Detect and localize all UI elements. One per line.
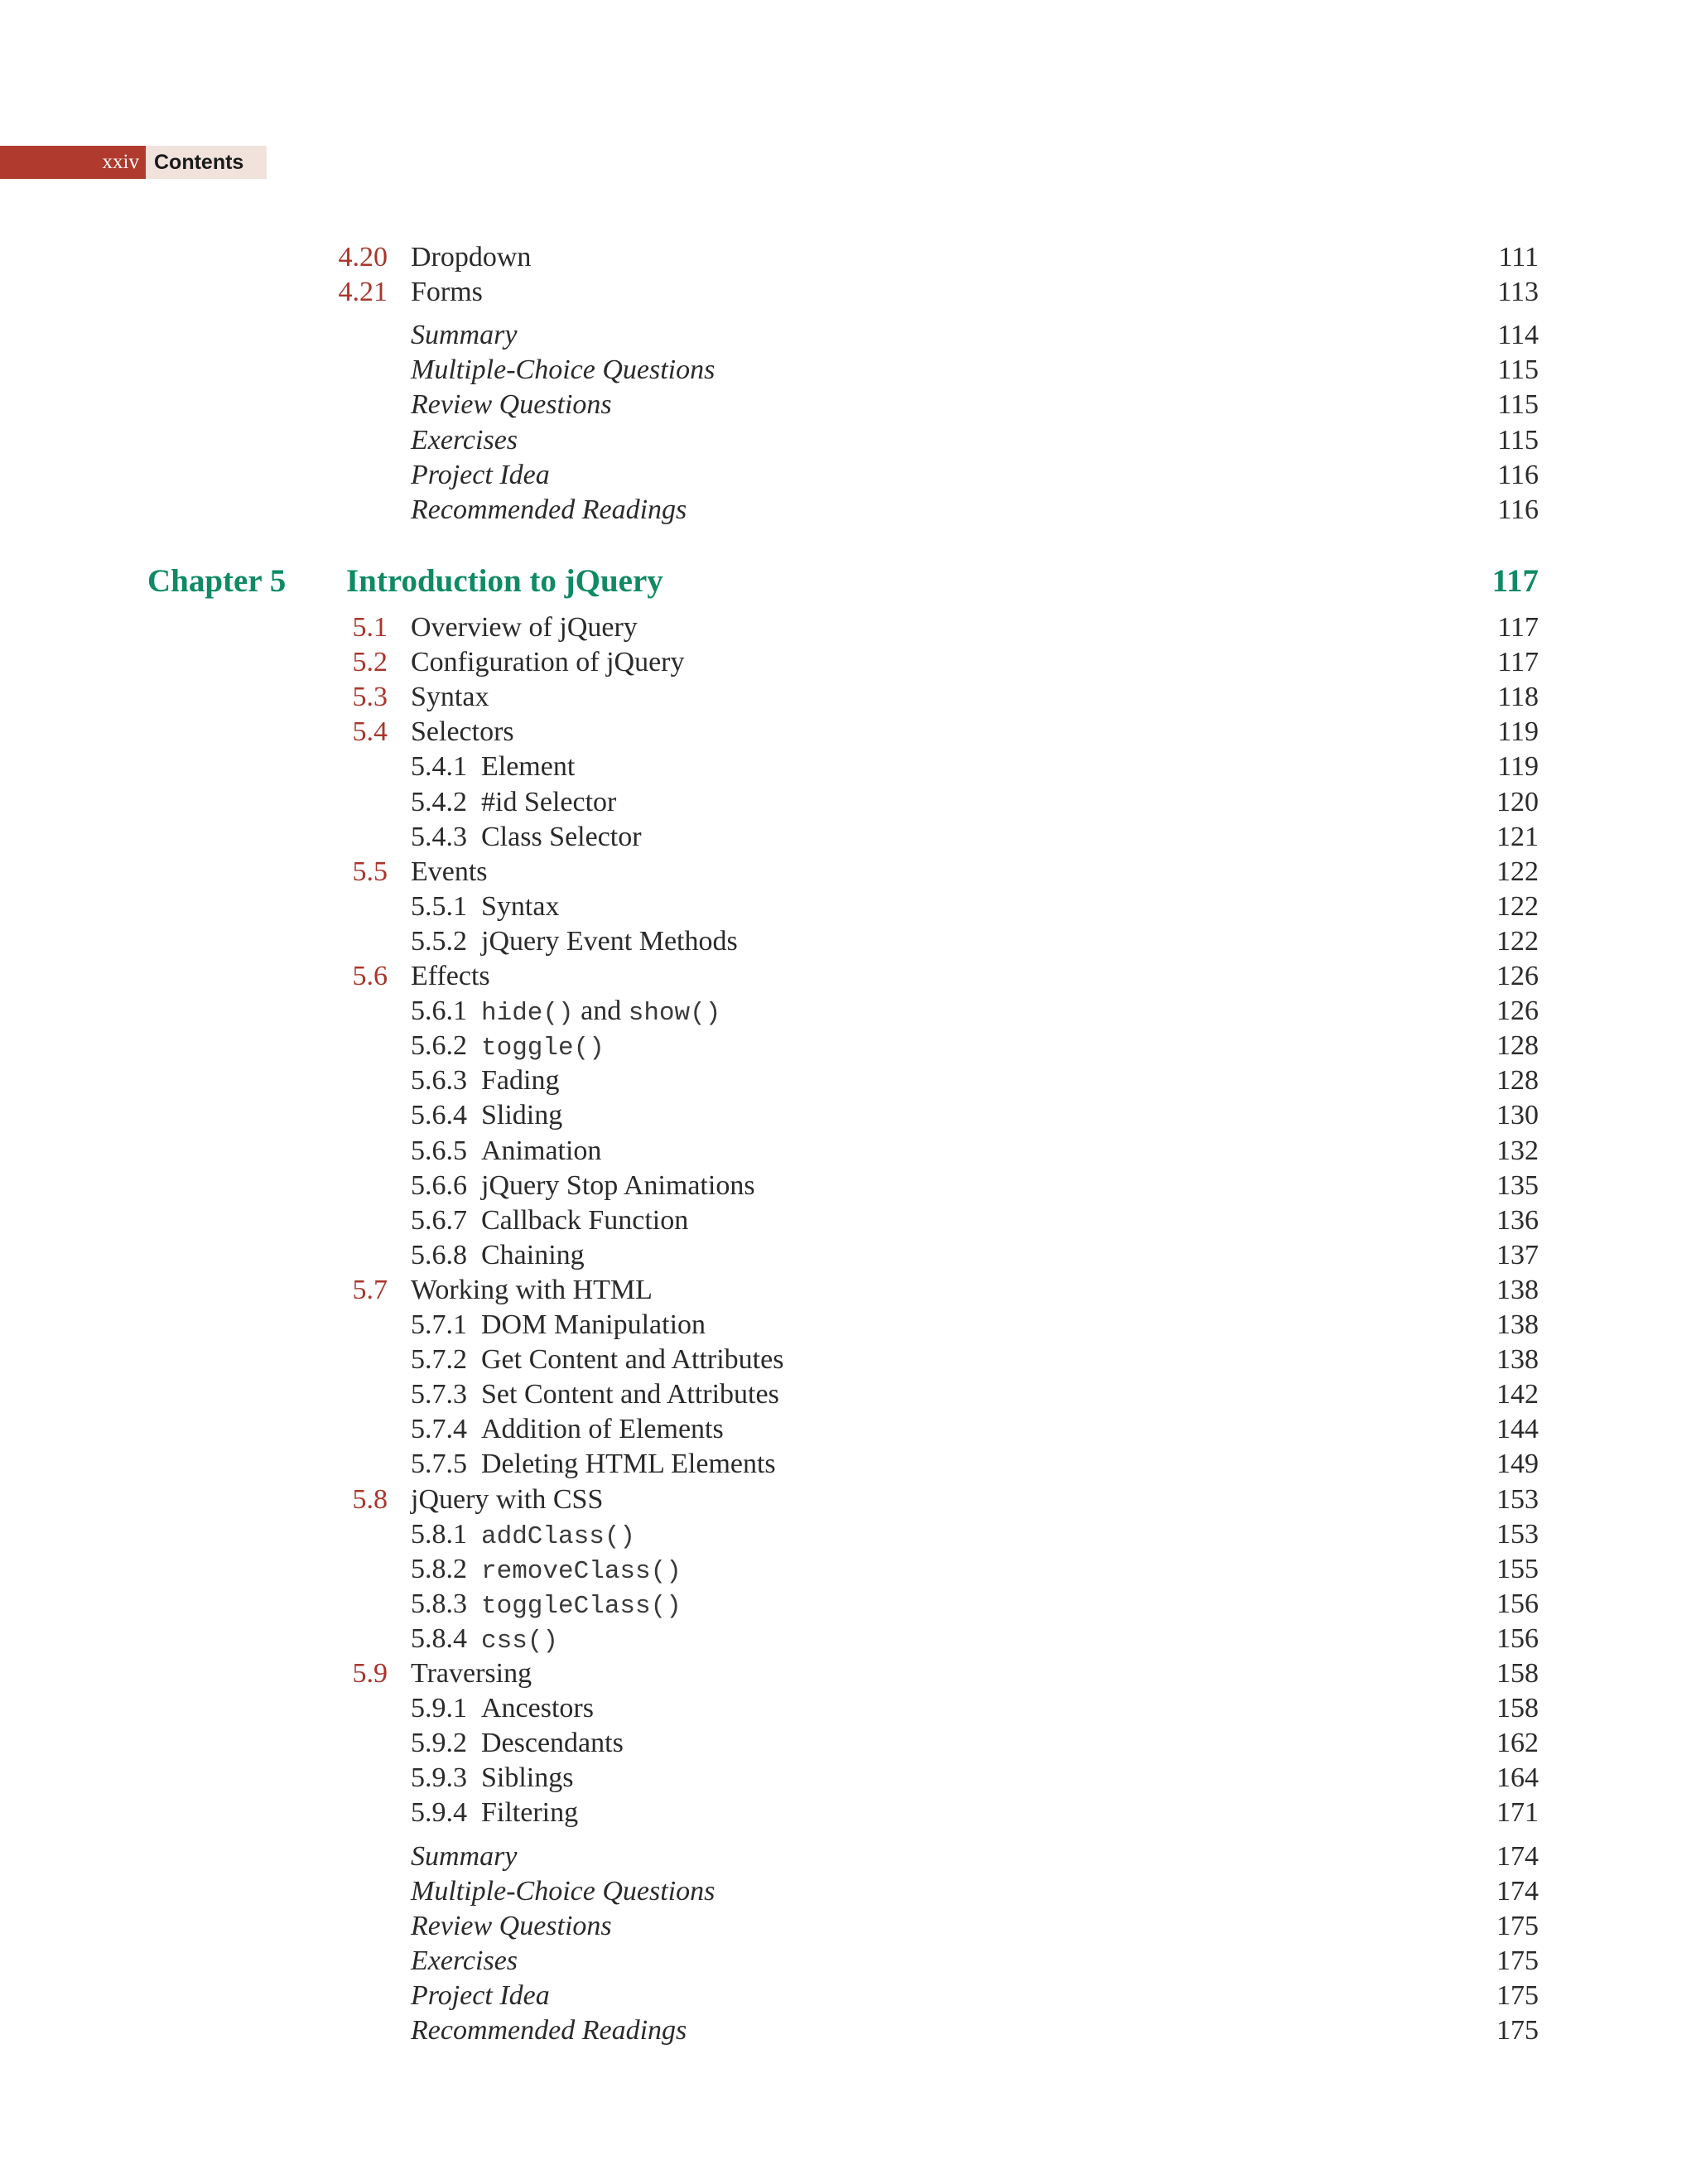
toc-subentry[interactable]: [0, 1726, 1696, 1761]
chapter-heading[interactable]: [0, 562, 1696, 601]
entry-title-text: Siblings: [481, 1762, 574, 1794]
entry-title-text: Sliding: [481, 1100, 563, 1131]
subsection-number: 5.9.3: [411, 1762, 467, 1794]
page-number: 162: [1496, 1728, 1539, 1759]
subsection-number: 5.4.2: [411, 786, 467, 817]
section-number: 4.21: [338, 277, 388, 308]
toc-entry[interactable]: [0, 680, 1696, 715]
toc-subentry[interactable]: [0, 994, 1696, 1029]
toc-subentry[interactable]: [0, 1761, 1696, 1796]
section-number: 4.20: [338, 242, 388, 272]
section-number: 5.6: [352, 961, 388, 991]
toc-subentry[interactable]: [0, 820, 1696, 855]
page-number: 136: [1496, 1204, 1539, 1236]
section-number: 5.8: [352, 1483, 388, 1515]
subsection-number: 5.7.1: [411, 1309, 467, 1340]
page-number: 113: [1497, 277, 1539, 308]
entry-title-text: #id Selector: [481, 786, 617, 817]
entry-title: [411, 610, 638, 645]
toc-endmatter-entry[interactable]: [0, 493, 1696, 528]
entry-title: [411, 1203, 688, 1238]
page-number: 116: [1497, 494, 1539, 525]
subsection-number: 5.8.3: [411, 1588, 467, 1619]
chapter-page: 117: [1491, 563, 1539, 599]
entry-title: [411, 493, 687, 528]
toc-subentry[interactable]: [0, 1412, 1696, 1447]
entry-title-text: Recommended Readings: [411, 2015, 687, 2046]
entry-title-text: Filtering: [481, 1797, 579, 1829]
toc-endmatter-entry[interactable]: [0, 318, 1696, 353]
page-number: 175: [1496, 2015, 1539, 2046]
toc-subentry[interactable]: [0, 1447, 1696, 1482]
toc-subentry[interactable]: [0, 1063, 1696, 1098]
entry-title-text: Summary: [411, 320, 518, 351]
page-number: 116: [1497, 459, 1539, 490]
section-number: 5.7: [352, 1274, 388, 1305]
page-number: 135: [1496, 1169, 1539, 1201]
entry-title: [411, 1909, 612, 1944]
page-number: 174: [1496, 1840, 1539, 1872]
subsection-number: 5.6.7: [411, 1204, 467, 1236]
toc-entry[interactable]: [0, 1483, 1696, 1517]
entry-title: [411, 645, 685, 680]
entry-title: [411, 388, 612, 422]
entry-title-text: Descendants: [481, 1728, 624, 1759]
page-number: 174: [1496, 1875, 1539, 1907]
page-number: 128: [1496, 1030, 1539, 1062]
entry-title-text: Dropdown: [411, 242, 532, 272]
toc-entry[interactable]: [0, 1656, 1696, 1691]
toc-subentry[interactable]: [0, 750, 1696, 784]
section-number: 5.1: [352, 612, 388, 643]
subsection-number: 5.6.4: [411, 1100, 467, 1131]
toc-subentry[interactable]: [0, 1029, 1696, 1063]
page-number: 119: [1497, 751, 1539, 783]
entry-title-text: Fading: [481, 1065, 560, 1097]
toc-endmatter-entry[interactable]: [0, 458, 1696, 493]
entry-title: [411, 1691, 594, 1726]
entry-title: [411, 423, 518, 458]
entry-title-text: Deleting HTML Elements: [481, 1449, 776, 1480]
entry-title-text: Exercises: [411, 424, 518, 456]
entry-title: [411, 1874, 715, 1909]
entry-title-text: Effects: [411, 961, 490, 991]
toc-endmatter-entry[interactable]: [0, 1839, 1696, 1874]
entry-title: [411, 855, 488, 890]
toc-entry[interactable]: [0, 959, 1696, 994]
entry-title-text: Syntax: [411, 682, 489, 713]
toc-entry[interactable]: [0, 645, 1696, 680]
entry-title: [411, 750, 575, 784]
entry-title-text: Working with HTML: [411, 1274, 653, 1305]
toc-entry[interactable]: [0, 610, 1696, 645]
toc-entry[interactable]: [0, 240, 1696, 275]
page-number: 158: [1496, 1658, 1539, 1689]
toc-endmatter-entry[interactable]: [0, 1944, 1696, 1979]
page-number: 126: [1496, 996, 1539, 1027]
page-number: 114: [1497, 320, 1539, 351]
subsection-number: 5.8.4: [411, 1622, 467, 1654]
page-number: 156: [1496, 1622, 1539, 1654]
section-number: 5.4: [352, 716, 388, 748]
entry-title-text: Events: [411, 856, 488, 887]
header-page-number: xxiv: [0, 146, 146, 179]
entry-title: [411, 1552, 682, 1589]
subsection-number: 5.6.3: [411, 1065, 467, 1097]
toc-endmatter-entry[interactable]: [0, 388, 1696, 422]
page-number: 118: [1497, 682, 1539, 713]
toc-endmatter-entry[interactable]: [0, 1874, 1696, 1909]
entry-title: [411, 1656, 532, 1691]
page-number: 153: [1496, 1483, 1539, 1515]
subsection-number: 5.9.4: [411, 1797, 467, 1829]
entry-title: [411, 2013, 687, 2048]
subsection-number: 5.7.5: [411, 1449, 467, 1480]
entry-title-text: Animation: [481, 1135, 602, 1166]
entry-title-text: Review Questions: [411, 1910, 612, 1941]
page-number: 138: [1496, 1344, 1539, 1376]
entry-title-text: Overview of jQuery: [411, 612, 638, 643]
entry-joiner: and: [581, 996, 622, 1027]
subsection-number: 5.4.1: [411, 751, 467, 783]
entry-code: hide(): [481, 999, 574, 1029]
entry-title: [411, 458, 550, 493]
page-number: 130: [1496, 1100, 1539, 1131]
entry-title-text: Get Content and Attributes: [481, 1344, 784, 1376]
subsection-number: 5.9.1: [411, 1693, 467, 1724]
page-number: 138: [1496, 1274, 1539, 1305]
entry-title: [411, 1134, 601, 1169]
entry-title: [411, 715, 514, 750]
entry-title-text: Multiple-Choice Questions: [411, 354, 716, 386]
toc-subentry[interactable]: [0, 1343, 1696, 1377]
toc-subentry[interactable]: [0, 1098, 1696, 1133]
entry-code: show(): [628, 999, 721, 1029]
page-number: 142: [1496, 1379, 1539, 1410]
subsection-number: 5.6.5: [411, 1135, 467, 1166]
section-number: 5.3: [352, 682, 388, 713]
page-number: 122: [1496, 890, 1539, 922]
entry-title-text: Element: [481, 751, 576, 783]
page-number: 155: [1496, 1553, 1539, 1584]
page-number: 158: [1496, 1693, 1539, 1724]
entry-title-text: Configuration of jQuery: [411, 647, 685, 678]
toc-endmatter-entry[interactable]: [0, 353, 1696, 388]
page-number: 164: [1496, 1762, 1539, 1794]
subsection-number: 5.6.6: [411, 1169, 467, 1201]
entry-title: [411, 1273, 653, 1308]
page-number: 117: [1497, 612, 1539, 643]
entry-title: [411, 1063, 559, 1098]
entry-title-text: Exercises: [411, 1945, 518, 1976]
subsection-number: 5.5.1: [411, 890, 467, 922]
entry-code: css(): [481, 1626, 559, 1656]
entry-title-text: Set Content and Attributes: [481, 1379, 779, 1410]
section-number: 5.5: [352, 856, 388, 887]
entry-title: [411, 924, 738, 959]
entry-title: [411, 1839, 517, 1874]
entry-title-text: Callback Function: [481, 1204, 689, 1236]
entry-title-text: Multiple-Choice Questions: [411, 1875, 716, 1907]
entry-title-text: Summary: [411, 1840, 518, 1872]
toc-subentry[interactable]: [0, 1238, 1696, 1273]
entry-title-text: Forms: [411, 277, 483, 308]
entry-code: removeClass(): [481, 1556, 682, 1586]
page-number: 120: [1496, 786, 1539, 817]
subsection-number: 5.4.3: [411, 821, 467, 852]
page-number: 138: [1496, 1309, 1539, 1340]
entry-title: [411, 680, 489, 715]
entry-title: [411, 1622, 558, 1659]
toc-subentry[interactable]: [0, 1796, 1696, 1830]
entry-title-text: DOM Manipulation: [481, 1309, 706, 1340]
entry-title: [411, 318, 517, 353]
page-number: 175: [1496, 1945, 1539, 1976]
toc-subentry[interactable]: [0, 1622, 1696, 1656]
entry-title-text: Syntax: [481, 890, 560, 922]
page-number: 115: [1497, 354, 1539, 386]
entry-title: [411, 1377, 779, 1412]
subsection-number: 5.8.1: [411, 1518, 467, 1550]
toc-entry[interactable]: [0, 715, 1696, 750]
entry-title: [411, 1098, 562, 1133]
entry-title-text: Project Idea: [411, 1979, 550, 2011]
subsection-number: 5.9.2: [411, 1728, 467, 1759]
entry-title-text: Selectors: [411, 716, 514, 748]
subsection-number: 5.6.2: [411, 1030, 467, 1062]
entry-title: [411, 1447, 776, 1482]
page-number: 132: [1496, 1135, 1539, 1166]
toc-subentry[interactable]: [0, 924, 1696, 959]
page-number: 117: [1497, 647, 1539, 678]
entry-title: [411, 1308, 706, 1343]
entry-title: [411, 1944, 518, 1979]
page-number: 137: [1496, 1239, 1539, 1270]
toc-subentry[interactable]: [0, 1517, 1696, 1552]
header-title: Contents: [146, 146, 267, 179]
entry-title: [411, 1343, 783, 1377]
toc-subentry[interactable]: [0, 1134, 1696, 1169]
entry-title-text: jQuery Event Methods: [481, 925, 738, 957]
entry-title: [411, 353, 715, 388]
entry-title: [411, 1979, 550, 2013]
page-number: 111: [1498, 242, 1539, 272]
subsection-number: 5.7.2: [411, 1344, 467, 1376]
entry-title: [411, 275, 483, 310]
page-number: 115: [1497, 424, 1539, 456]
entry-title: [411, 1029, 605, 1066]
page-number: 115: [1497, 389, 1539, 421]
running-header: [0, 146, 267, 179]
entry-title-text: Chaining: [481, 1239, 585, 1270]
page-number: 119: [1497, 716, 1539, 748]
entry-title-text: Ancestors: [481, 1693, 594, 1724]
chapter-title: Introduction to jQuery: [346, 563, 663, 599]
section-number: 5.9: [352, 1658, 388, 1689]
page-number: 122: [1496, 856, 1539, 887]
entry-title-text: Class Selector: [481, 821, 642, 852]
entry-title: [411, 785, 616, 820]
chapter-label: Chapter 5: [147, 563, 287, 599]
entry-title: [411, 240, 531, 275]
toc-subentry[interactable]: [0, 1308, 1696, 1343]
toc-endmatter-entry[interactable]: [0, 1909, 1696, 1944]
page-number: 175: [1496, 1979, 1539, 2011]
page-number: 121: [1496, 821, 1539, 852]
toc-endmatter-entry[interactable]: [0, 423, 1696, 458]
toc-endmatter-entry[interactable]: [0, 2013, 1696, 2048]
page-number: 153: [1496, 1518, 1539, 1550]
toc-subentry[interactable]: [0, 785, 1696, 820]
entry-title: [411, 1796, 578, 1830]
subsection-number: 5.7.4: [411, 1414, 467, 1445]
entry-title-text: jQuery Stop Animations: [481, 1169, 755, 1201]
page-number: 171: [1496, 1797, 1539, 1829]
page-number: 126: [1496, 961, 1539, 991]
toc-endmatter-entry[interactable]: [0, 1979, 1696, 2013]
entry-title: [411, 1169, 755, 1203]
entry-title: [411, 820, 642, 855]
subsection-number: 5.5.2: [411, 925, 467, 957]
subsection-number: 5.7.3: [411, 1379, 467, 1410]
entry-title-text: jQuery with CSS: [411, 1483, 604, 1515]
toc-subentry[interactable]: [0, 1377, 1696, 1412]
entry-title: [411, 890, 559, 924]
entry-title: [411, 1517, 635, 1555]
toc-entry[interactable]: [0, 855, 1696, 890]
entry-title: [411, 1483, 603, 1517]
subsection-number: 5.6.8: [411, 1239, 467, 1270]
entry-title-text: Addition of Elements: [481, 1414, 724, 1445]
entry-title: [411, 959, 490, 994]
entry-code: addClass(): [481, 1521, 636, 1551]
entry-title: [411, 1761, 573, 1796]
entry-code: toggleClass(): [481, 1591, 682, 1621]
subsection-number: 5.8.2: [411, 1553, 467, 1584]
entry-title: [411, 1587, 682, 1624]
page-number: 122: [1496, 925, 1539, 957]
page-number: 175: [1496, 1910, 1539, 1941]
entry-title: [411, 1238, 585, 1273]
entry-title-text: Review Questions: [411, 389, 612, 421]
entry-title-text: Traversing: [411, 1658, 532, 1689]
entry-title-text: Recommended Readings: [411, 494, 687, 525]
toc-entry[interactable]: [0, 1273, 1696, 1308]
entry-title-text: Project Idea: [411, 459, 550, 490]
entry-code: toggle(): [481, 1034, 605, 1063]
page-number: 156: [1496, 1588, 1539, 1619]
subsection-number: 5.6.1: [411, 996, 467, 1027]
entry-title: [411, 1412, 724, 1447]
page-number: 144: [1496, 1414, 1539, 1445]
toc-subentry[interactable]: [0, 1203, 1696, 1238]
page-number: 128: [1496, 1065, 1539, 1097]
section-number: 5.2: [352, 647, 388, 678]
toc-entry[interactable]: [0, 275, 1696, 310]
toc-subentry[interactable]: [0, 1552, 1696, 1587]
page-number: 149: [1496, 1449, 1539, 1480]
entry-title: [411, 994, 720, 1031]
entry-title: [411, 1726, 624, 1761]
toc-subentry[interactable]: [0, 1169, 1696, 1203]
toc-subentry[interactable]: [0, 1587, 1696, 1622]
toc-subentry[interactable]: [0, 1691, 1696, 1726]
toc-subentry[interactable]: [0, 890, 1696, 924]
